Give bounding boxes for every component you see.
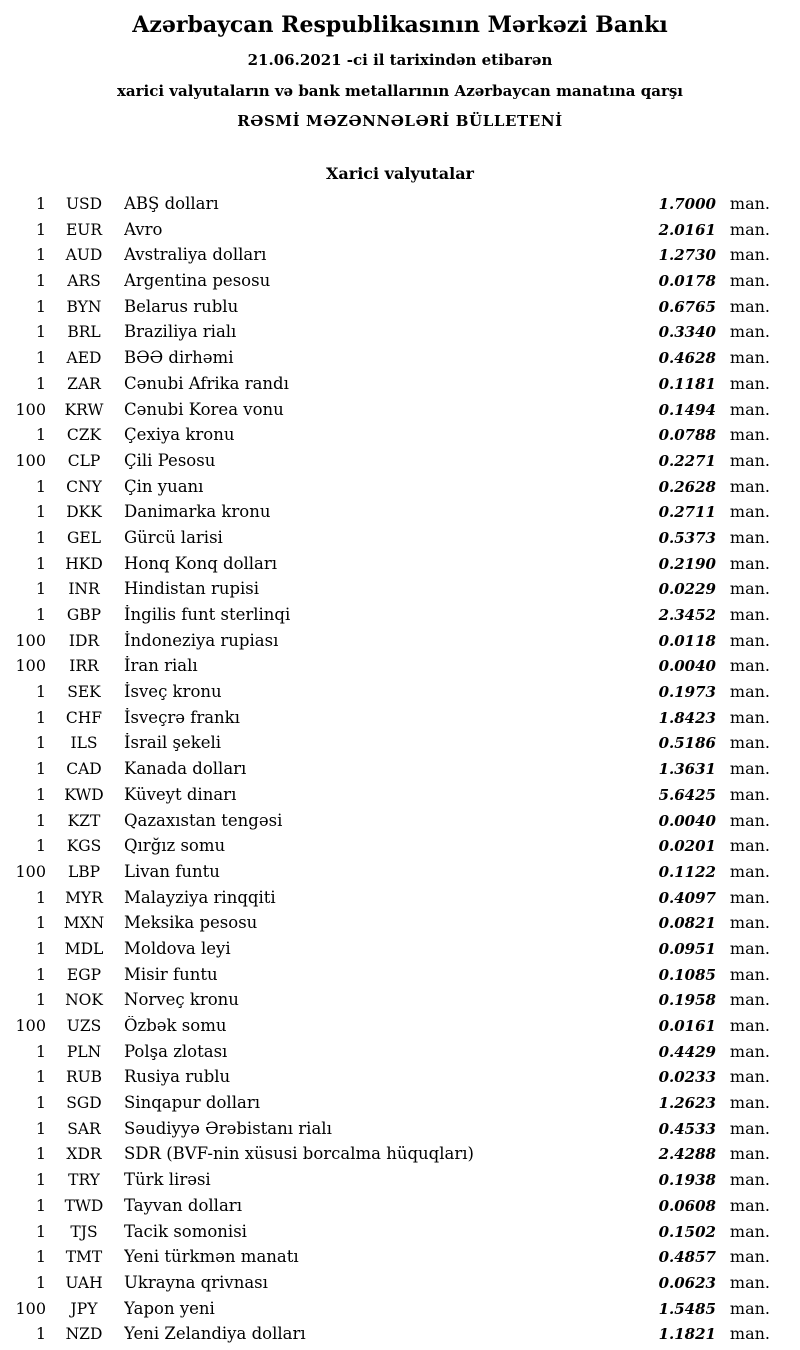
- currency-quantity: 1: [35, 784, 46, 804]
- currency-row: [0, 631, 800, 657]
- currency-quantity: 1: [35, 605, 46, 624]
- currency-row: [0, 451, 800, 477]
- currency-name: Gürcü larisi: [124, 527, 223, 547]
- currency-quantity: 1: [35, 990, 46, 1010]
- exchange-rate: 0.0040: [658, 811, 716, 830]
- currency-name: Hindistan rupisi: [124, 579, 260, 599]
- unit-label: man.: [729, 348, 770, 368]
- currency-code: AUD: [65, 246, 103, 265]
- unit-label: man.: [729, 1118, 770, 1138]
- unit-label: man.: [729, 502, 770, 522]
- currency-quantity: 1: [35, 1067, 46, 1087]
- currency-quantity: 1: [35, 682, 46, 702]
- exchange-rate: 0.0608: [658, 1196, 716, 1215]
- currency-code: AED: [66, 349, 102, 368]
- exchange-rate: 1.3631: [658, 760, 716, 779]
- currency-code: NOK: [65, 991, 103, 1010]
- currency-row: [0, 322, 800, 348]
- currency-code: GBP: [66, 606, 102, 624]
- currency-name: Argentina pesosu: [124, 271, 271, 291]
- currency-quantity: 1: [35, 194, 46, 213]
- unit-label: man.: [729, 733, 770, 753]
- currency-row: [0, 1170, 800, 1196]
- currency-name: Danimarka kronu: [124, 502, 271, 522]
- currency-row: [0, 939, 800, 965]
- exchange-rate: 0.1085: [658, 965, 716, 984]
- unit-label: man.: [729, 476, 770, 496]
- currency-row: [0, 1093, 800, 1119]
- currency-name: Yeni Zelandiya dolları: [124, 1324, 306, 1344]
- exchange-rate: 0.4857: [658, 1248, 716, 1267]
- currency-code: TJS: [70, 1222, 98, 1241]
- currency-code: KGS: [66, 837, 102, 856]
- exchange-rate: 0.1958: [658, 991, 716, 1010]
- currency-name: Yeni türkmən manatı: [124, 1247, 299, 1267]
- currency-row: [0, 220, 800, 246]
- exchange-rate: 1.7000: [658, 195, 716, 213]
- exchange-rate: 0.5186: [658, 734, 716, 753]
- currency-row: [0, 1042, 800, 1068]
- currency-name: Livan funtu: [124, 861, 220, 881]
- exchange-rate: 0.0201: [658, 837, 716, 856]
- unit-label: man.: [729, 1067, 770, 1087]
- currency-code: HKD: [65, 554, 103, 573]
- currency-code: IRR: [69, 657, 99, 676]
- currency-code: MYR: [65, 888, 103, 907]
- currency-row: [0, 528, 800, 554]
- currency-quantity: 1: [35, 1144, 46, 1164]
- currency-quantity: 1: [35, 1195, 46, 1215]
- exchange-rate: 0.0040: [658, 657, 716, 676]
- unit-label: man.: [729, 630, 770, 650]
- currency-rates-table: [0, 194, 800, 1350]
- currency-code: CLP: [67, 451, 101, 470]
- currency-name: İsveç kronu: [124, 682, 222, 702]
- currency-quantity: 100: [15, 1016, 46, 1035]
- unit-label: man.: [729, 861, 770, 881]
- exchange-rate: 0.6765: [658, 297, 716, 316]
- currency-name: İndoneziya rupiası: [124, 630, 279, 650]
- currency-code: EUR: [65, 220, 103, 239]
- exchange-rate: 0.0118: [658, 631, 716, 650]
- currency-code: CZK: [66, 426, 102, 445]
- exchange-rate: 0.1122: [658, 862, 716, 881]
- unit-label: man.: [729, 605, 770, 624]
- currency-name: BƏƏ dirhəmi: [124, 348, 234, 368]
- exchange-rate: 0.1938: [658, 1171, 716, 1190]
- currency-code: EGP: [66, 965, 102, 984]
- unit-label: man.: [729, 1272, 770, 1292]
- currency-name: Səudiyyə Ərəbistanı rialı: [124, 1118, 332, 1138]
- unit-label: man.: [729, 322, 770, 342]
- currency-name: Ukrayna qrivnası: [124, 1272, 268, 1292]
- currency-row: [0, 271, 800, 297]
- exchange-rate: 0.5373: [658, 528, 716, 547]
- unit-label: man.: [729, 373, 770, 393]
- currency-name: Braziliya rialı: [124, 322, 237, 342]
- currency-quantity: 100: [15, 861, 46, 881]
- currency-quantity: 1: [35, 1170, 46, 1190]
- currency-quantity: 1: [35, 322, 46, 342]
- currency-quantity: 1: [35, 476, 46, 496]
- exchange-rate: 0.0623: [658, 1273, 716, 1292]
- unit-label: man.: [729, 425, 770, 445]
- unit-label: man.: [729, 450, 770, 470]
- exchange-rate: 2.3452: [658, 606, 716, 624]
- currency-quantity: 1: [35, 810, 46, 830]
- currency-code: CAD: [66, 760, 102, 779]
- currency-row: [0, 348, 800, 374]
- currency-row: [0, 990, 800, 1016]
- exchange-rate: 0.1502: [658, 1222, 716, 1241]
- unit-label: man.: [729, 1144, 770, 1164]
- currency-name: Çili Pesosu: [124, 450, 216, 470]
- unit-label: man.: [729, 964, 770, 984]
- unit-label: man.: [729, 527, 770, 547]
- currency-code: RUB: [65, 1068, 103, 1087]
- currency-name: Kanada dolları: [124, 759, 247, 779]
- currency-quantity: 1: [35, 373, 46, 393]
- bulletin-title: RƏSMİ MƏZƏNNƏLƏRİ BÜLLETENİ: [237, 112, 563, 130]
- currency-row: [0, 297, 800, 323]
- currency-row: [0, 502, 800, 528]
- exchange-rate: 0.0788: [658, 426, 716, 445]
- currency-row: [0, 579, 800, 605]
- unit-label: man.: [729, 759, 770, 779]
- exchange-rate: 0.4533: [658, 1119, 716, 1138]
- currency-code: UAH: [65, 1273, 103, 1292]
- currency-quantity: 1: [35, 1041, 46, 1061]
- unit-label: man.: [729, 1041, 770, 1061]
- currency-quantity: 1: [35, 1247, 46, 1267]
- currency-quantity: 1: [35, 913, 46, 933]
- currency-name: Cənubi Korea vonu: [124, 399, 284, 419]
- currency-row: [0, 554, 800, 580]
- currency-row: [0, 1144, 800, 1170]
- bank-title: Azərbaycan Respublikasının Mərkəzi Bankı: [132, 12, 668, 38]
- unit-label: man.: [729, 194, 770, 213]
- currency-row: [0, 785, 800, 811]
- currency-code: ARS: [67, 272, 101, 291]
- unit-label: man.: [729, 271, 770, 291]
- currency-row: [0, 1196, 800, 1222]
- exchange-rate: 1.8423: [658, 708, 716, 727]
- unit-label: man.: [729, 1093, 770, 1113]
- currency-code: SEK: [67, 683, 101, 702]
- currency-name: Tacik somonisi: [124, 1221, 247, 1241]
- unit-label: man.: [729, 399, 770, 419]
- unit-label: man.: [729, 1247, 770, 1267]
- exchange-rate: 0.0233: [658, 1068, 716, 1087]
- currency-row: [0, 425, 800, 451]
- currency-quantity: 1: [35, 1324, 46, 1344]
- currency-quantity: 1: [35, 271, 46, 291]
- currency-name: SDR (BVF-nin xüsusi borcalma hüquqları): [124, 1144, 474, 1164]
- currency-name: Malayziya rinqqiti: [124, 887, 276, 907]
- currency-row: [0, 1273, 800, 1299]
- exchange-rate: 0.4429: [658, 1042, 716, 1061]
- exchange-rate: 1.2623: [658, 1094, 716, 1113]
- currency-row: [0, 374, 800, 400]
- currency-name: ABŞ dolları: [124, 194, 219, 213]
- currency-code: TMT: [65, 1248, 103, 1267]
- currency-name: Küveyt dinarı: [124, 784, 237, 804]
- unit-label: man.: [729, 784, 770, 804]
- currency-row: [0, 888, 800, 914]
- currency-code: TRY: [68, 1171, 100, 1190]
- unit-label: man.: [729, 1221, 770, 1241]
- currency-quantity: 1: [35, 938, 46, 958]
- currency-quantity: 100: [15, 450, 46, 470]
- currency-row: [0, 836, 800, 862]
- currency-row: [0, 708, 800, 734]
- currency-row: [0, 1324, 800, 1350]
- currency-row: [0, 400, 800, 426]
- currency-row: [0, 811, 800, 837]
- currency-row: [0, 245, 800, 271]
- currency-code: ILS: [70, 734, 98, 753]
- exchange-rate: 0.2271: [658, 451, 716, 470]
- currency-code: CNY: [66, 477, 102, 496]
- unit-label: man.: [729, 296, 770, 316]
- currency-name: Türk lirəsi: [124, 1170, 211, 1190]
- unit-label: man.: [729, 1170, 770, 1190]
- currency-code: LBP: [67, 862, 101, 881]
- currency-quantity: 1: [35, 759, 46, 779]
- currency-code: BYN: [66, 297, 102, 316]
- currency-name: Honq Konq dolları: [124, 553, 278, 573]
- unit-label: man.: [729, 682, 770, 702]
- unit-label: man.: [729, 1298, 770, 1318]
- currency-quantity: 1: [35, 348, 46, 368]
- currency-quantity: 1: [35, 219, 46, 239]
- exchange-rate: 1.5485: [658, 1299, 716, 1318]
- currency-quantity: 1: [35, 836, 46, 856]
- exchange-rate: 0.1973: [658, 683, 716, 702]
- currency-name: Rusiya rublu: [124, 1067, 231, 1087]
- currency-name: Avstraliya dolları: [124, 245, 267, 265]
- currency-quantity: 100: [15, 399, 46, 419]
- exchange-rate: 2.0161: [658, 220, 716, 239]
- exchange-rate: 0.0951: [658, 939, 716, 958]
- currency-name: Sinqapur dolları: [124, 1093, 260, 1113]
- currency-row: [0, 477, 800, 503]
- currency-code: KZT: [67, 811, 101, 830]
- currency-quantity: 1: [35, 579, 46, 599]
- exchange-rate: 0.0821: [658, 914, 716, 933]
- currency-code: MDL: [64, 939, 104, 958]
- currency-row: [0, 605, 800, 631]
- currency-row: [0, 656, 800, 682]
- currency-quantity: 1: [35, 296, 46, 316]
- exchange-rate: 2.4288: [658, 1145, 716, 1164]
- unit-label: man.: [729, 219, 770, 239]
- currency-code: SGD: [66, 1094, 102, 1113]
- currency-row: [0, 759, 800, 785]
- currency-code: KRW: [64, 400, 104, 419]
- currency-code: UZS: [66, 1017, 102, 1035]
- unit-label: man.: [729, 553, 770, 573]
- currency-name: Misir funtu: [124, 964, 218, 984]
- exchange-rate: 0.2190: [658, 554, 716, 573]
- effective-date-line: 21.06.2021 -ci il tarixindən etibarən: [247, 51, 553, 69]
- unit-label: man.: [729, 836, 770, 856]
- currency-code: DKK: [66, 503, 102, 522]
- exchange-rate: 1.1821: [658, 1325, 716, 1344]
- currency-quantity: 1: [35, 425, 46, 445]
- unit-label: man.: [729, 1324, 770, 1344]
- currency-code: IDR: [68, 631, 100, 650]
- currency-name: Qazaxıstan tengəsi: [124, 810, 283, 830]
- currency-quantity: 100: [15, 630, 46, 650]
- currency-code: TWD: [64, 1196, 104, 1215]
- currency-code: JPY: [70, 1299, 98, 1318]
- currency-name: Cənubi Afrika randı: [124, 373, 289, 393]
- currency-quantity: 1: [35, 1093, 46, 1113]
- currency-quantity: 1: [35, 553, 46, 573]
- exchange-rate: 5.6425: [658, 785, 716, 804]
- currency-code: GEL: [67, 528, 101, 547]
- exchange-rate: 0.2628: [658, 477, 716, 496]
- currency-row: [0, 862, 800, 888]
- currency-name: Özbək somu: [124, 1016, 227, 1035]
- currency-quantity: 1: [35, 1272, 46, 1292]
- currency-code: PLN: [66, 1042, 102, 1061]
- currency-row: [0, 1016, 800, 1042]
- currency-name: Belarus rublu: [124, 296, 239, 316]
- currency-code: ZAR: [67, 374, 101, 393]
- currency-name: Çexiya kronu: [124, 425, 235, 445]
- currency-name: İngilis funt sterlinqi: [124, 605, 291, 624]
- bulletin-header: [0, 0, 800, 130]
- currency-row: [0, 965, 800, 991]
- currency-name: Norveç kronu: [124, 990, 239, 1010]
- currency-name: Qırğız somu: [124, 836, 226, 856]
- currency-quantity: 1: [35, 964, 46, 984]
- exchange-rate: 0.0161: [658, 1017, 716, 1035]
- currency-quantity: 100: [15, 1298, 46, 1318]
- currency-name: Tayvan dolları: [124, 1195, 242, 1215]
- section-title-foreign-currencies: Xarici valyutalar: [326, 164, 474, 183]
- currency-name: Yapon yeni: [124, 1298, 215, 1318]
- currency-code: KWD: [64, 785, 104, 804]
- currency-quantity: 1: [35, 733, 46, 753]
- currency-row: [0, 1119, 800, 1145]
- exchange-rate: 0.4628: [658, 349, 716, 368]
- currency-code: USD: [65, 195, 103, 213]
- unit-label: man.: [729, 245, 770, 265]
- exchange-rate: 0.0229: [658, 580, 716, 599]
- currency-row: [0, 194, 800, 220]
- unit-label: man.: [729, 707, 770, 727]
- currency-name: Moldova leyi: [124, 938, 231, 958]
- unit-label: man.: [729, 887, 770, 907]
- currency-quantity: 1: [35, 502, 46, 522]
- exchange-rate: 0.0178: [658, 272, 716, 291]
- currency-row: [0, 1067, 800, 1093]
- currency-row: [0, 682, 800, 708]
- currency-row: [0, 1247, 800, 1273]
- currency-code: NZD: [65, 1325, 103, 1344]
- currency-quantity: 100: [15, 656, 46, 676]
- subtitle-line: xarici valyutaların və bank metallarının Azərbaycan manatına qarşı: [116, 82, 684, 100]
- currency-quantity: 1: [35, 707, 46, 727]
- unit-label: man.: [729, 938, 770, 958]
- exchange-rate: 0.3340: [658, 323, 716, 342]
- currency-quantity: 1: [35, 1221, 46, 1241]
- currency-quantity: 1: [35, 887, 46, 907]
- exchange-rate: 0.4097: [658, 888, 716, 907]
- unit-label: man.: [729, 990, 770, 1010]
- unit-label: man.: [729, 1016, 770, 1035]
- unit-label: man.: [729, 579, 770, 599]
- currency-code: BRL: [67, 323, 101, 342]
- exchange-rate: 0.2711: [658, 503, 716, 522]
- exchange-rate: 0.1181: [658, 374, 716, 393]
- currency-name: İsveçrə frankı: [124, 707, 240, 727]
- unit-label: man.: [729, 1195, 770, 1215]
- currency-row: [0, 733, 800, 759]
- currency-name: Çin yuanı: [124, 476, 204, 496]
- currency-quantity: 1: [35, 527, 46, 547]
- currency-row: [0, 1299, 800, 1325]
- unit-label: man.: [729, 913, 770, 933]
- unit-label: man.: [729, 810, 770, 830]
- currency-name: Polşa zlotası: [124, 1041, 228, 1061]
- currency-name: Meksika pesosu: [124, 913, 258, 933]
- exchange-rate: 1.2730: [658, 246, 716, 265]
- currency-name: İsrail şekeli: [124, 733, 222, 753]
- currency-row: [0, 1222, 800, 1248]
- currency-code: CHF: [65, 708, 103, 727]
- currency-code: INR: [68, 580, 100, 599]
- currency-code: SAR: [67, 1119, 101, 1138]
- currency-row: [0, 913, 800, 939]
- currency-quantity: 1: [35, 1118, 46, 1138]
- currency-quantity: 1: [35, 245, 46, 265]
- exchange-rate: 0.1494: [658, 400, 716, 419]
- unit-label: man.: [729, 656, 770, 676]
- currency-code: XDR: [66, 1145, 102, 1164]
- currency-name: İran rialı: [124, 656, 198, 676]
- currency-code: MXN: [63, 914, 105, 933]
- currency-name: Avro: [124, 219, 163, 239]
